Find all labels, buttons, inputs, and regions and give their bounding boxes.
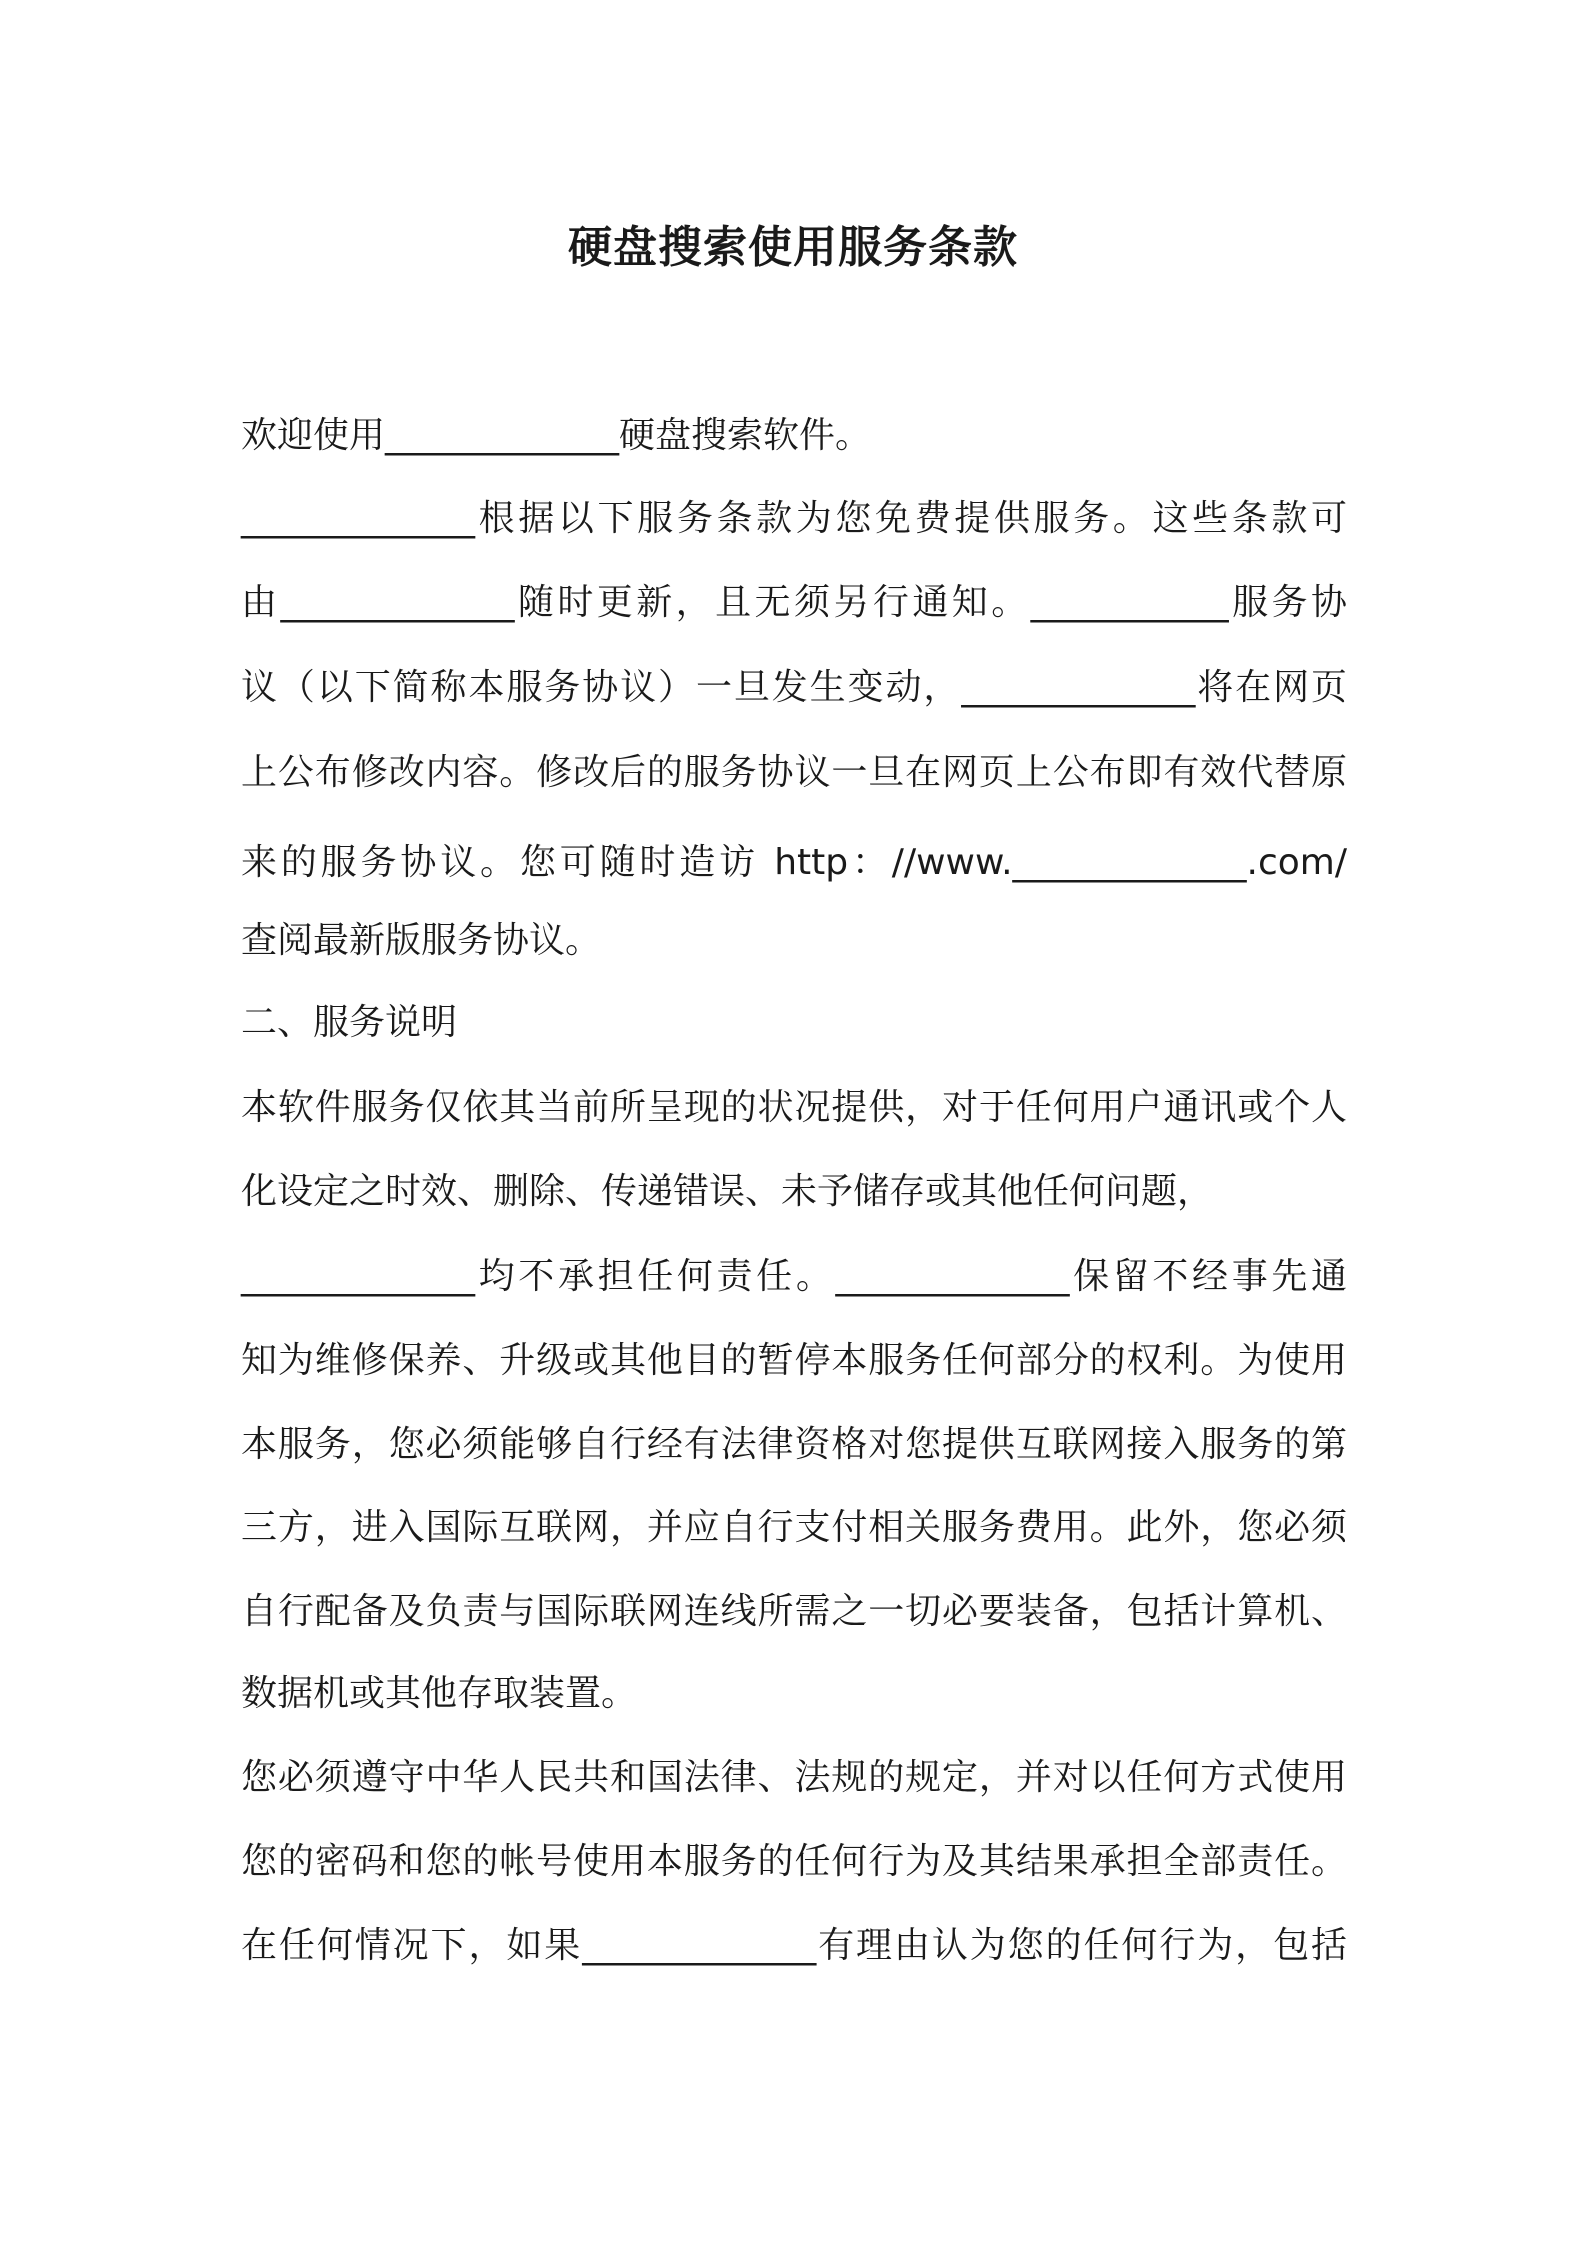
document-title: 硬盘搜索使用服务条款 xyxy=(568,222,1018,273)
paragraph-line: 知为维修保养、升级或其他目的暂停本服务任何部分的权利。为使用 xyxy=(241,1340,1347,1381)
paragraph-line: 查阅最新版服务协议。 xyxy=(241,920,602,961)
paragraph-line: 在任何情况下，如果_____________有理由认为您的任何行为，包括 xyxy=(241,1925,1347,1966)
paragraph-line: 自行配备及负责与国际联网连线所需之一切必要装备，包括计算机、 xyxy=(241,1591,1347,1632)
paragraph-line: 上公布修改内容。修改后的服务协议一旦在网页上公布即有效代替原 xyxy=(241,752,1347,793)
paragraph-line: 您的密码和您的帐号使用本服务的任何行为及其结果承担全部责任。 xyxy=(241,1841,1347,1882)
paragraph-line: 本软件服务仅依其当前所呈现的状况提供，对于任何用户通讯或个人 xyxy=(241,1087,1347,1128)
paragraph-line: 来的服务协议。您可随时造访 http：//www._____________.com/ xyxy=(241,842,1347,883)
paragraph-line: 您必须遵守中华人民共和国法律、法规的规定，并对以任何方式使用 xyxy=(241,1757,1347,1798)
paragraph-line: 议（以下简称本服务协议）一旦发生变动，_____________将在网页 xyxy=(241,667,1347,708)
paragraph-line: 本服务，您必须能够自行经有法律资格对您提供互联网接入服务的第 xyxy=(241,1424,1347,1465)
paragraph-line-welcome: 欢迎使用_____________硬盘搜索软件。 xyxy=(241,415,872,456)
paragraph-line: _____________均不承担任何责任。_____________保留不经事先通 xyxy=(241,1256,1347,1297)
paragraph-line: 由_____________随时更新，且无须另行通知。___________服务协 xyxy=(241,582,1347,623)
section-heading-service-description: 二、服务说明 xyxy=(241,1002,458,1043)
paragraph-line: _____________根据以下服务条款为您免费提供服务。这些条款可 xyxy=(241,498,1347,539)
paragraph-line: 三方，进入国际互联网，并应自行支付相关服务费用。此外，您必须 xyxy=(241,1507,1347,1548)
paragraph-line: 数据机或其他存取装置。 xyxy=(241,1673,638,1714)
paragraph-line: 化设定之时效、删除、传递错误、未予储存或其他任何问题， xyxy=(241,1171,1214,1212)
